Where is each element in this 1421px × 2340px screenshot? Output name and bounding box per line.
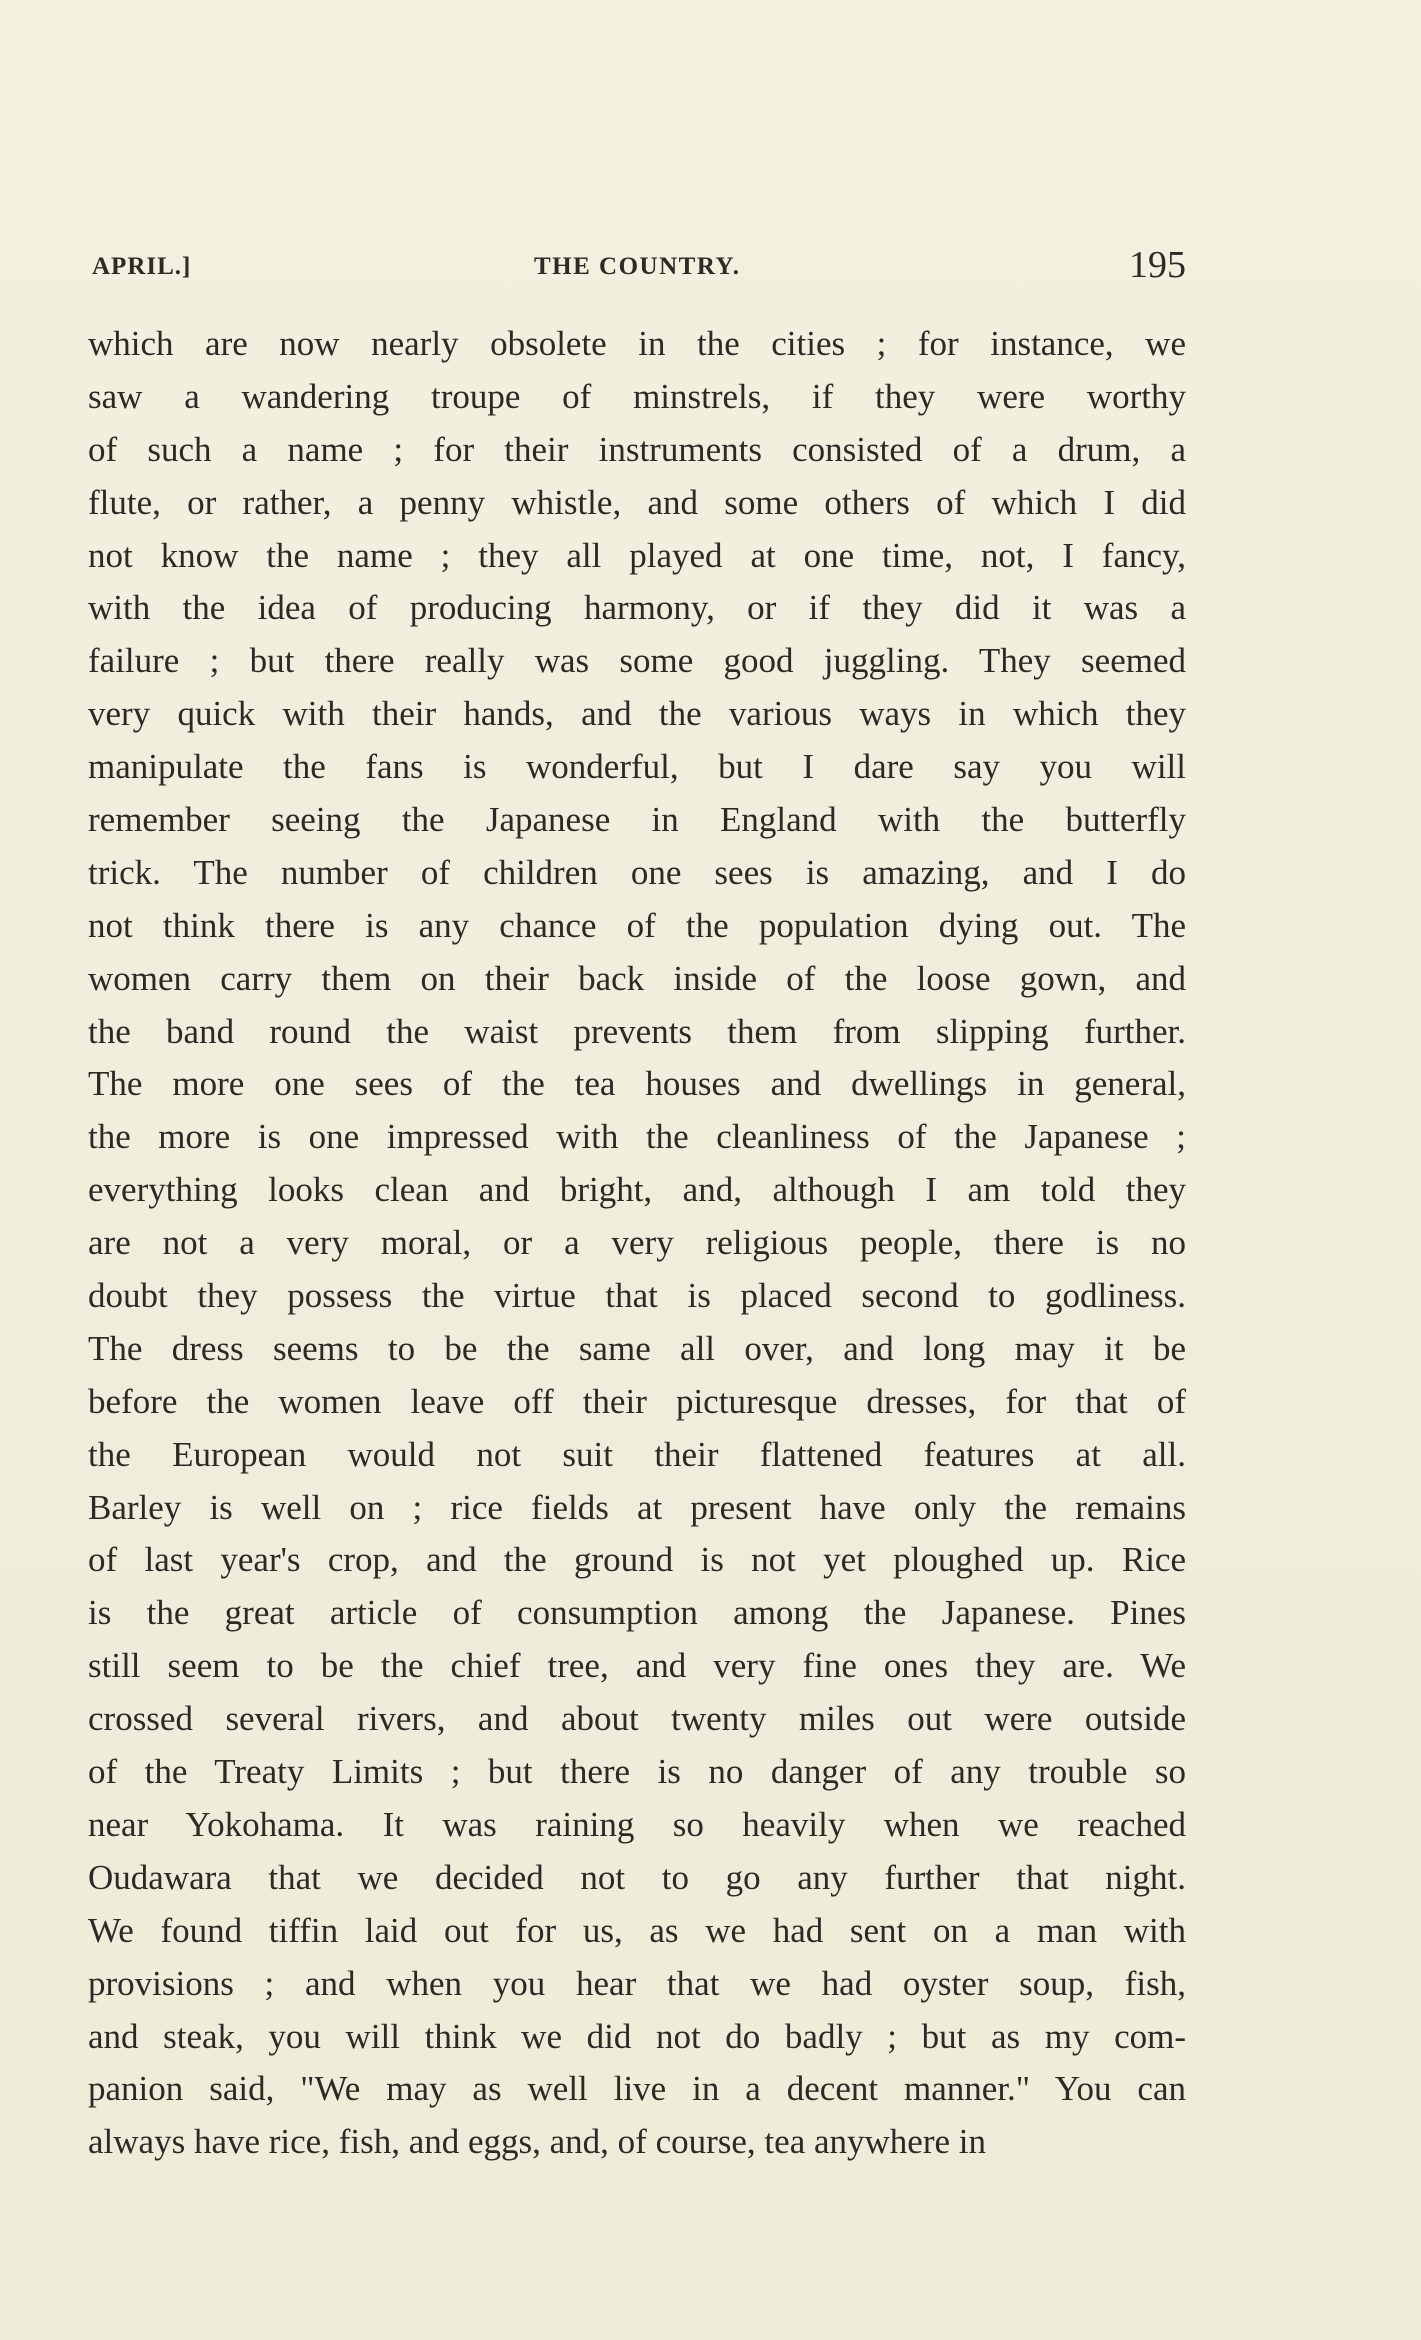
text-line: The dress seems to be the same all over, and long may it be — [88, 1328, 1186, 1368]
text-line: before the women leave off their picturesque dresses, for that of — [88, 1381, 1186, 1421]
text-line: and steak, you will think we did not do badly ; but as my com- — [88, 2016, 1186, 2056]
text-line: women carry them on their back inside of the loose gown, and — [88, 958, 1186, 998]
text-line: which are now nearly obsolete in the cities ; for instance, we — [88, 324, 1186, 363]
text-line: panion said, "We may as well live in a decent manner." You can — [88, 2069, 1186, 2109]
text-line: The more one sees of the tea houses and dwellings in general, — [88, 1064, 1186, 1104]
text-line: flute, or rather, a penny whistle, and some others of which I did — [88, 482, 1186, 522]
text-line: the more is one impressed with the cleanliness of the Japanese ; — [88, 1117, 1186, 1157]
text-line: provisions ; and when you hear that we had oyster soup, fish, — [88, 1963, 1186, 2003]
text-line: of last year's crop, and the ground is not yet ploughed up. Rice — [88, 1540, 1186, 1580]
text-line: always have rice, fish, and eggs, and, of course, tea anywhere in — [88, 2122, 986, 2162]
text-line: trick. The number of children one sees is amazing, and I do — [88, 852, 1186, 892]
text-line: failure ; but there really was some good juggling. They seemed — [88, 641, 1186, 681]
text-line: is the great article of consumption among the Japanese. Pines — [88, 1593, 1186, 1633]
text-line: not think there is any chance of the population dying out. The — [88, 905, 1186, 945]
page-number: 195 — [1129, 244, 1186, 286]
text-line: doubt they possess the virtue that is placed second to godliness. — [88, 1276, 1186, 1316]
running-head-title: THE COUNTRY. — [534, 253, 741, 280]
text-line: crossed several rivers, and about twenty miles out were outside — [88, 1699, 1186, 1739]
text-line: the band round the waist prevents them from slipping further. — [88, 1011, 1186, 1051]
text-line: near Yokohama. It was raining so heavily when we reached — [88, 1804, 1186, 1844]
running-head — [92, 243, 1186, 287]
text-line: manipulate the fans is wonderful, but I dare say you will — [88, 747, 1186, 787]
text-line: of the Treaty Limits ; but there is no danger of any trouble so — [88, 1752, 1186, 1792]
text-line: very quick with their hands, and the various ways in which they — [88, 694, 1186, 734]
text-line: not know the name ; they all played at one time, not, I fancy, — [88, 535, 1186, 575]
text-line: still seem to be the chief tree, and very fine ones they are. We — [88, 1646, 1186, 1686]
text-line: the European would not suit their flattened features at all. — [88, 1434, 1186, 1474]
running-head-month: APRIL.] — [92, 253, 192, 280]
text-line: Oudawara that we decided not to go any further that night. — [88, 1857, 1186, 1897]
text-line: We found tiffin laid out for us, as we had sent on a man with — [88, 1910, 1186, 1950]
text-line: with the idea of producing harmony, or if they did it was a — [88, 588, 1186, 628]
text-line: of such a name ; for their instruments consisted of a drum, a — [88, 429, 1186, 469]
body-text — [88, 318, 1186, 2169]
text-line: are not a very moral, or a very religious people, there is no — [88, 1223, 1186, 1263]
text-line: remember seeing the Japanese in England with the butterfly — [88, 800, 1186, 840]
text-line: saw a wandering troupe of minstrels, if they were worthy — [88, 376, 1186, 416]
text-line: everything looks clean and bright, and, although I am told they — [88, 1170, 1186, 1210]
text-line: Barley is well on ; rice fields at present have only the remains — [88, 1487, 1186, 1527]
